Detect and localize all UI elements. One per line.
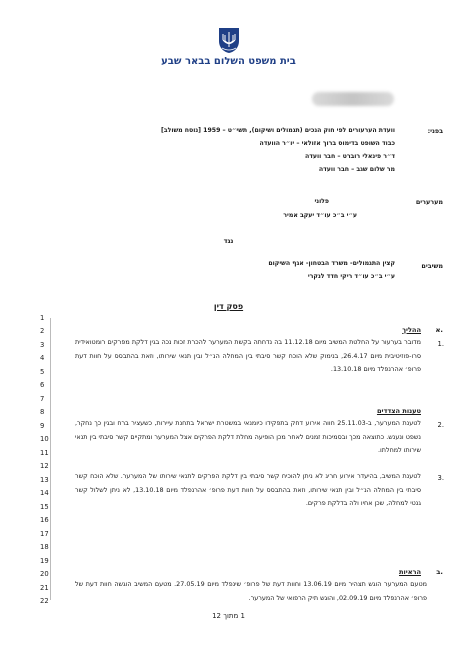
line-number: 20 [40,570,49,578]
line-number: 5 [40,368,45,376]
page-counter: 1 מתוך 12 [212,612,245,620]
section-heading-procedure: ההליך [402,326,421,334]
line-number: 16 [40,516,49,524]
paragraph-1: מדובר בערעור על החלטת המשיב מיום 11.12.18 בה נדחתה בקשת המערער להכרת זכות נכה בגין דלקת מפרקים רומטואידית סרו-פוזיטיבית מיום 26.4.17, בנימוק שלא הוכח קשר סיבתי בין המחלה הנ״ל ובין תנאי שירותו, וזאת בהתבסס על חוות דעת פרופ׳ אהרנפלד מיום 13.10.18. [75,338,421,374]
line-number: 13 [40,476,49,484]
line-number: 2 [40,327,45,335]
section-letter-a: א. [435,326,443,334]
line-number: 10 [40,435,49,443]
section-heading-claims: טענות הצדדים [376,407,421,415]
panel-line-1: וועדת הערעורים לפי חוק הנכים (תגמולים ושיקום), תשי״ט – 1959 [נוסח משולב] [160,127,395,134]
paragraph-number: 2. [437,421,444,429]
appellants-label: מערערים [415,198,443,206]
panel-label: בפני: [427,127,443,135]
court-name: בית משפט השלום בבאר שבע [161,56,296,67]
judgment-title: פסק דין [213,302,244,311]
respondent-counsel: ע״י ב״כ עו״ד ריקי חדד לנקרי [307,273,395,280]
respondents-label: משיבים [421,262,443,270]
line-number: 22 [40,597,49,605]
paragraph-3: לטענת המשיב, בהיעדר אירוע חריג לא ניתן להוכיח קשר סיבתי בין דלקת הפרקים לתנאי שירותו של המערער. שלא הוכח קשר סיבתי בין המחלה הנ״ל ובין תנאי שירותו, וזאת בהתבסס על חוות דעת פרופ׳ אהרנפלד מיום 13.10.18, לא ניתן לשלול קשר גנטי למחלה, שכן אחיו ולה בדלקת פרקים. [75,472,421,508]
panel-line-4: מר שלום שגב – חבר וועדה [318,166,395,173]
appellant-name: פלוני [314,198,329,205]
line-number: 7 [40,395,45,403]
appellant-counsel: ע״י ב״כ עו״ד יעקב אמיר [283,212,357,219]
line-number: 6 [40,381,45,389]
paragraph-number: 1. [437,340,444,348]
line-number: 19 [40,557,49,565]
line-number: 4 [40,354,45,362]
redacted-case-number [312,92,394,106]
respondent-name: קצין התגמולים- משרד הבטחון- אגף השיקום [268,260,395,267]
paragraph-number: 3. [437,474,444,482]
line-number: 21 [40,584,49,592]
state-emblem-icon [216,26,242,54]
line-number: 17 [40,530,49,538]
line-number: 12 [40,462,49,470]
line-number: 14 [40,489,49,497]
line-number: 15 [40,503,49,511]
line-number: 3 [40,341,45,349]
panel-line-2: כבוד השופט בדימוס ברוך אזולאי – יו״ר הוועדה [259,140,395,147]
line-number: 18 [40,543,49,551]
line-number: 1 [40,314,45,322]
section-letter-b: ב. [436,568,443,576]
line-number: 11 [40,449,49,457]
panel-line-3: ד״ר פינאלי רוברט – חבר וועדה [305,153,395,160]
paragraph-evidence: מטעם המערער הוגש תצהיר מיום 13.06.19 וחוות דעת של פרופ׳ שינפלד מיום 27.05.19. מטעם המשיב הוגשה חוות דעת של פרופ׳ אהרנפלד מיום 02.09.19, והוגש תיק הרפואי של המערער. [75,580,427,602]
paragraph-2: לטענת המערער, ב-25.11.03 חווה אירוע דחק בתפקידו כיומנאי במשטרת ישראל בתחנת עיירות, כשעציר ברח ובגין כך נחקר, נשפט ונענש. כתוצאה מכך ובסמיכות זמנים לאחר מכן הופיעה מחלת דלקת הפרקים אצל המערער ומתקיים קשר סיבתי בין תנאי שירותו למחלתו. [75,419,421,455]
section-heading-evidence: הראיות [398,568,421,576]
line-number: 8 [40,408,45,416]
line-number: 9 [40,422,45,430]
versus: נגד [223,237,234,245]
